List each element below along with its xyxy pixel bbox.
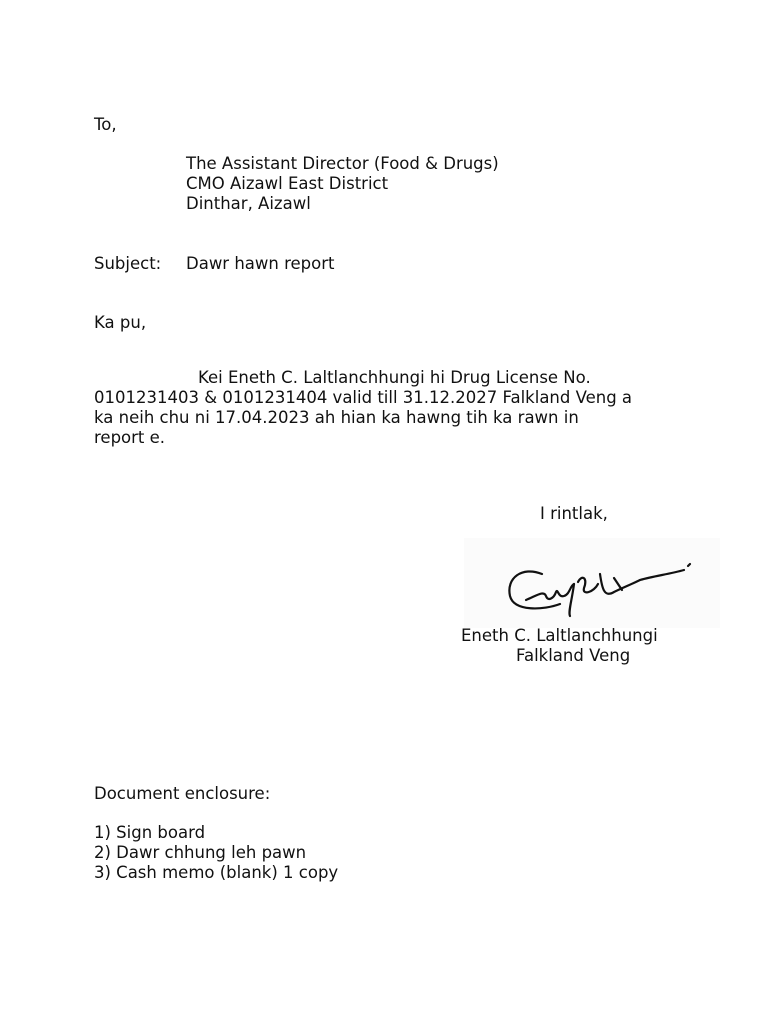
signature-drawing	[464, 538, 720, 628]
recipient-address-line: CMO Aizawl East District	[186, 174, 389, 193]
subject-label: Subject:	[94, 254, 162, 273]
enclosure-heading: Document enclosure:	[94, 784, 271, 803]
body-line: report e.	[94, 428, 166, 447]
signatory-place: Falkland Veng	[516, 646, 631, 665]
greeting: Ka pu,	[94, 313, 147, 332]
closing: I rintlak,	[540, 504, 608, 523]
handwritten-signature	[464, 538, 720, 628]
letter-body	[94, 368, 694, 448]
signatory-name: Eneth C. Laltlanchhungi	[461, 626, 658, 645]
body-line: ka neih chu ni 17.04.2023 ah hian ka hawng tih ka rawn in	[94, 408, 579, 427]
enclosure-item: 1) Sign board	[94, 823, 206, 842]
body-line: 0101231403 & 0101231404 valid till 31.12.2027 Falkland Veng a	[94, 388, 633, 407]
recipient-address-line: Dinthar, Aizawl	[186, 194, 311, 213]
subject-text: Dawr hawn report	[186, 254, 335, 273]
recipient-address-line: The Assistant Director (Food & Drugs)	[186, 154, 499, 173]
recipient-salutation: To,	[94, 115, 117, 134]
enclosure-item: 3) Cash memo (blank) 1 copy	[94, 863, 339, 882]
body-line: Kei Eneth C. Laltlanchhungi hi Drug License No.	[198, 368, 591, 387]
enclosure-item: 2) Dawr chhung leh pawn	[94, 843, 307, 862]
